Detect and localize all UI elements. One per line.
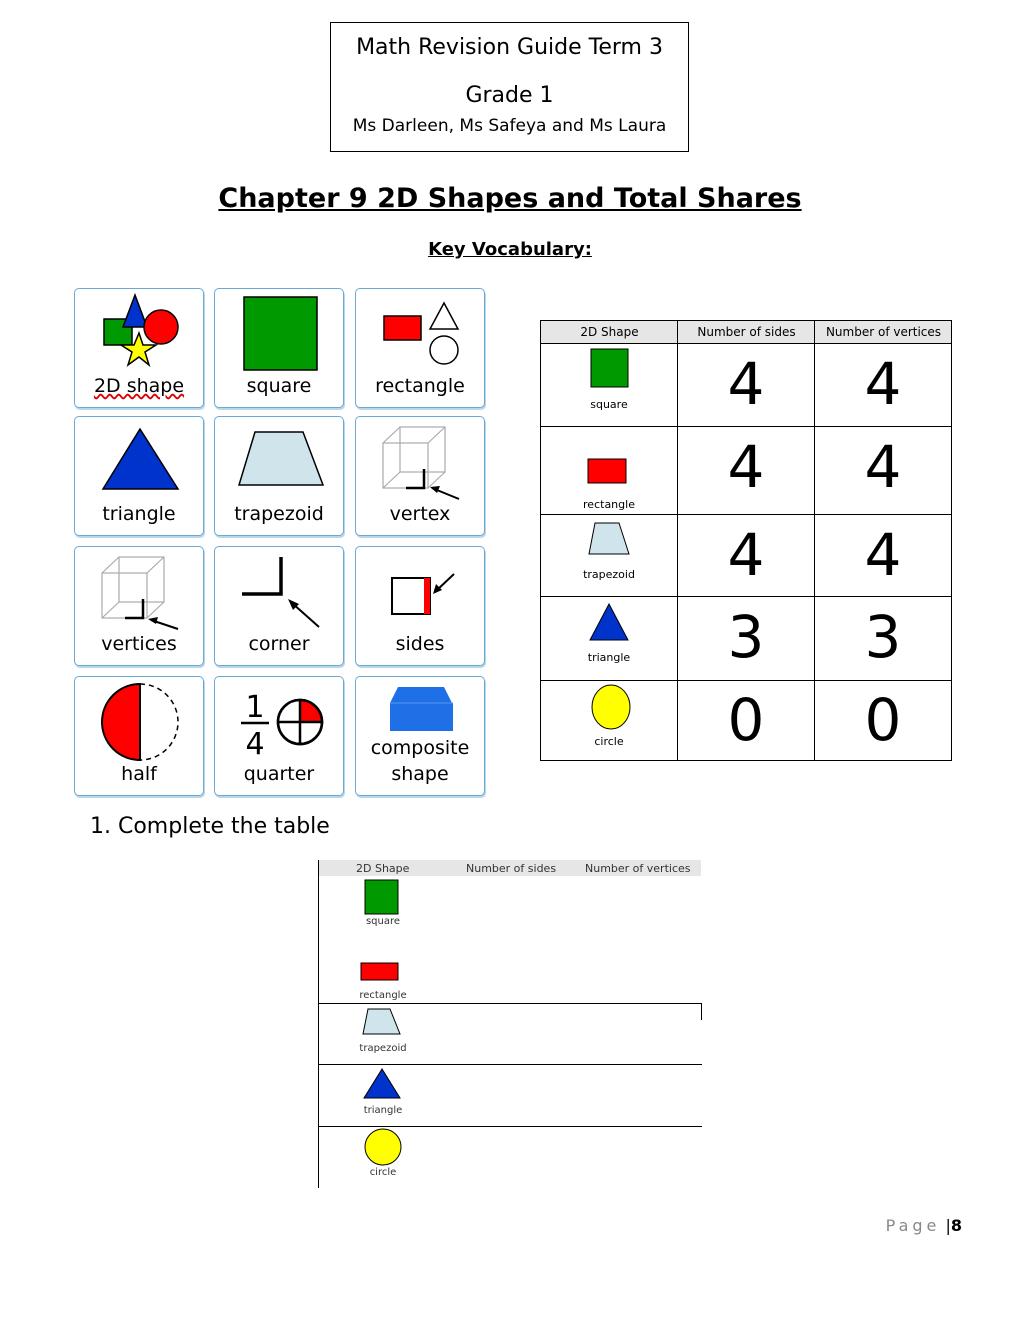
teachers-label: Ms Darleen, Ms Safeya and Ms Laura <box>352 116 667 136</box>
card-label-line2: shape <box>391 763 449 785</box>
rectangle-icon <box>587 457 629 485</box>
row-sides-value: 4 <box>727 350 765 418</box>
vocab-card-sides <box>355 546 485 666</box>
fraction-denominator: 4 <box>245 727 265 762</box>
trapezoid-icon <box>587 521 633 557</box>
row-sides-value: 3 <box>727 603 765 671</box>
card-label: half <box>121 763 157 785</box>
row-vertices-value: 4 <box>864 521 902 589</box>
row-shape-label: square <box>590 398 628 411</box>
row-shape-label: triangle <box>587 651 631 664</box>
chapter-title: Chapter 9 2D Shapes and Total Shares <box>218 183 802 214</box>
header-2d-shape: 2D Shape <box>356 862 410 875</box>
vocab-card-square <box>214 288 344 408</box>
card-label-line1: composite <box>370 737 470 759</box>
row-sides-value: 0 <box>727 686 765 754</box>
vocab-card-2d-shape <box>74 288 204 408</box>
table-header <box>541 321 951 344</box>
table-header <box>318 860 701 876</box>
card-label: vertex <box>389 503 451 525</box>
card-label: triangle <box>102 503 176 525</box>
reference-table <box>540 320 952 761</box>
vocab-card-rectangle <box>355 288 485 408</box>
row-shape-label: triangle <box>363 1105 403 1116</box>
row-shape-label: circle <box>594 735 624 748</box>
page-word: Page <box>885 1216 941 1235</box>
card-label: rectangle <box>375 375 465 397</box>
vocab-card-corner <box>214 546 344 666</box>
header-number-of-sides: Number of sides <box>466 862 557 875</box>
guide-title: Math Revision Guide Term 3 <box>356 35 663 60</box>
header-2d-shape: 2D Shape <box>580 325 639 339</box>
trapezoid-icon <box>362 1008 402 1036</box>
card-label: 2D shape <box>93 375 185 397</box>
card-label: sides <box>395 633 445 655</box>
header-box <box>330 22 689 152</box>
rectangle-icon <box>360 962 400 982</box>
header-number-of-vertices: Number of vertices <box>585 862 691 875</box>
square-icon <box>589 347 631 391</box>
row-sides-value: 4 <box>727 521 765 589</box>
header-number-of-sides: Number of sides <box>697 325 796 339</box>
card-label: corner <box>248 633 310 655</box>
row-shape-label: trapezoid <box>583 568 635 581</box>
square-icon <box>364 879 400 917</box>
vocab-card-vertices <box>74 546 204 666</box>
vocab-card-trapezoid <box>214 416 344 536</box>
row-shape-label: rectangle <box>583 498 635 511</box>
row-vertices-value: 3 <box>864 603 902 671</box>
vocab-title: Key Vocabulary: <box>428 239 592 260</box>
vocab-card-triangle <box>74 416 204 536</box>
row-sides-value: 4 <box>727 433 765 501</box>
vocab-card-quarter <box>214 676 344 796</box>
triangle-icon <box>588 602 630 642</box>
card-label: vertices <box>101 633 177 655</box>
fraction-numerator: 1 <box>245 690 265 725</box>
header-number-of-vertices: Number of vertices <box>825 325 942 339</box>
circle-icon <box>364 1128 404 1168</box>
row-shape-label: square <box>365 916 401 927</box>
row-vertices-value: 4 <box>864 350 902 418</box>
row-shape-label: rectangle <box>359 990 407 1001</box>
page-separator: | <box>945 1216 951 1235</box>
triangle-icon <box>363 1068 401 1100</box>
grade-label: Grade 1 <box>465 83 554 108</box>
card-label: square <box>246 375 312 397</box>
vocab-card-vertex <box>355 416 485 536</box>
vocab-card-composite-shape <box>355 676 485 796</box>
row-vertices-value: 4 <box>864 433 902 501</box>
blank-table <box>318 860 702 1188</box>
page-footer <box>886 1216 962 1235</box>
circle-icon <box>589 683 633 731</box>
row-shape-label: trapezoid <box>359 1043 407 1054</box>
page-number: 8 <box>950 1216 962 1235</box>
vocab-card-half <box>74 676 204 796</box>
card-label: trapezoid <box>234 503 324 525</box>
task-instruction: 1. Complete the table <box>90 814 330 839</box>
row-vertices-value: 0 <box>864 686 902 754</box>
card-label: quarter <box>243 763 315 785</box>
row-shape-label: circle <box>369 1167 397 1178</box>
